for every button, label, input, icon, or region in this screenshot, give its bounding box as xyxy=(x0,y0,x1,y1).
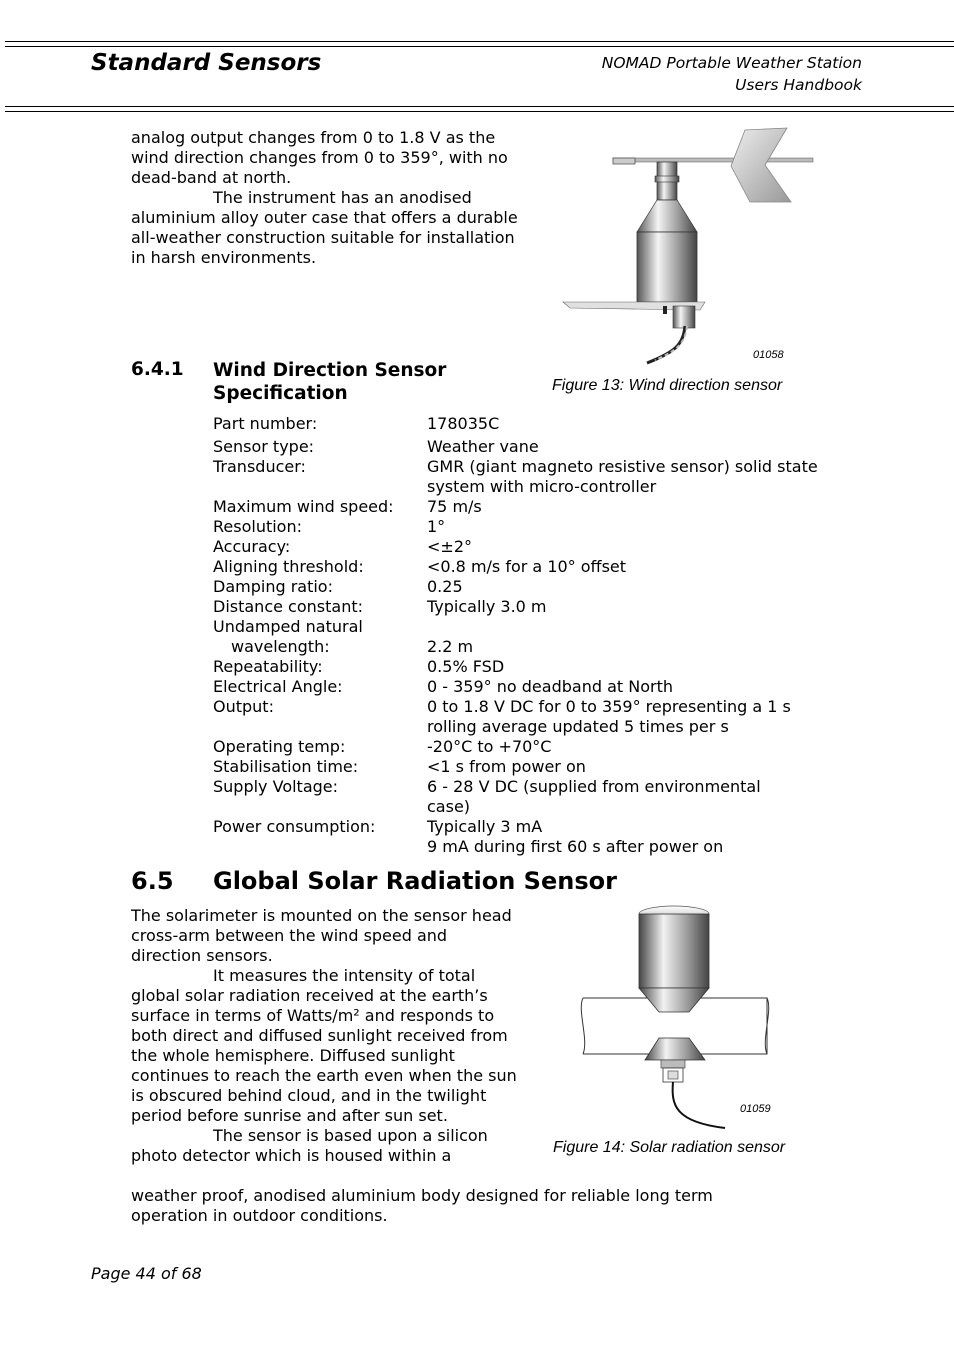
header-doc-title-line2: Users Handbook xyxy=(735,76,862,94)
spec-value: 0 - 359° no deadband at North xyxy=(427,677,673,696)
spec-value: GMR (giant magneto resistive sensor) solid state system with micro-controller xyxy=(427,457,818,496)
solar-text-continued xyxy=(131,1186,761,1226)
subsection-number: 6.4.1 xyxy=(131,359,184,380)
spec-value: 6 - 28 V DC (supplied from environmental case) xyxy=(427,777,761,816)
spec-label: wavelength: xyxy=(231,637,330,656)
spec-value: Typically 3.0 m xyxy=(427,597,547,616)
spec-row xyxy=(213,637,827,657)
spec-label: Stabilisation time: xyxy=(213,757,359,776)
spec-row xyxy=(213,437,827,457)
page-number: Page 44 of 68 xyxy=(91,1264,202,1283)
spec-label: Undamped natural xyxy=(213,617,363,636)
intro-text xyxy=(131,128,521,268)
spec-label: Power consumption: xyxy=(213,817,376,836)
figure13-code: 01058 xyxy=(753,349,784,361)
spec-label: Aligning threshold: xyxy=(213,557,364,576)
header-doc-title-line1: NOMAD Portable Weather Station xyxy=(601,54,862,72)
figure13-caption: Figure 13: Wind direction sensor xyxy=(552,377,783,394)
spec-value: Weather vane xyxy=(427,437,539,456)
spec-row xyxy=(213,457,827,497)
header-rule-bottom-2 xyxy=(5,111,954,112)
spec-label: Damping ratio: xyxy=(213,577,333,596)
spec-row xyxy=(213,817,827,837)
spec-label xyxy=(213,837,427,857)
spec-value: 178035C xyxy=(427,414,500,433)
spec-row xyxy=(213,537,827,557)
spec-value: <1 s from power on xyxy=(427,757,586,776)
intro-paragraph-2: The instrument has an anodised aluminium alloy outer case that offers a durable all-weather construction suitable for installation in harsh environments. xyxy=(131,188,518,267)
spec-label: Part number: xyxy=(213,414,318,433)
spec-row xyxy=(213,657,827,677)
spec-value: 1° xyxy=(427,517,446,536)
spec-value: 0.5% FSD xyxy=(427,657,505,676)
subsection-title: Wind Direction Sensor Specification xyxy=(213,360,447,404)
spec-label: Resolution: xyxy=(213,517,302,536)
spec-row xyxy=(213,677,827,697)
spec-row xyxy=(213,617,827,637)
wind-direction-sensor-figure xyxy=(555,120,815,375)
solar-paragraph-1: The solarimeter is mounted on the sensor head cross-arm between the wind speed and direction sensors. xyxy=(131,906,512,965)
solar-paragraph-3b: weather proof, anodised aluminium body designed for reliable long term operation in outdoor conditions. xyxy=(131,1186,713,1225)
solar-paragraph-3a: The sensor is based upon a silicon photo detector which is housed within a xyxy=(131,1126,488,1165)
spec-row xyxy=(213,737,827,757)
header-rule-top xyxy=(5,41,954,42)
solar-radiation-sensor-figure xyxy=(575,900,780,1135)
spec-label: Transducer: xyxy=(213,457,306,476)
spec-value: Typically 3 mA xyxy=(427,817,543,836)
solar-text xyxy=(131,906,521,1166)
header-rule-bottom xyxy=(5,106,954,107)
spec-label: Supply Voltage: xyxy=(213,777,339,796)
solar-paragraph-2: It measures the intensity of total global solar radiation received at the earth’s surface in terms of Watts/m² and responds to both direct and diffused sunlight received from the whole hemisphere. Diffused sunlight continues to reach the earth even when the sun is obscured behind cloud, and in the twilight period before sunrise and after sun set. xyxy=(131,966,517,1125)
spec-value: -20°C to +70°C xyxy=(427,737,552,756)
spec-row xyxy=(213,577,827,597)
spec-label: Output: xyxy=(213,697,274,716)
spec-label: Accuracy: xyxy=(213,537,291,556)
spec-row xyxy=(213,497,827,517)
header-rule-top-2 xyxy=(5,46,954,47)
figure14-code: 01059 xyxy=(740,1103,771,1115)
spec-value: <±2° xyxy=(427,537,472,556)
spec-value: 0.25 xyxy=(427,577,463,596)
intro-paragraph-1: analog output changes from 0 to 1.8 V as the wind direction changes from 0 to 359°, with no dead-band at north. xyxy=(131,128,508,187)
spec-row xyxy=(213,757,827,777)
figure14-caption: Figure 14: Solar radiation sensor xyxy=(553,1139,786,1156)
header-doc-title xyxy=(602,52,862,96)
spec-label: Repeatability: xyxy=(213,657,323,676)
section-number: 6.5 xyxy=(131,867,174,895)
spec-label: Distance constant: xyxy=(213,597,363,616)
spec-label: Maximum wind speed: xyxy=(213,497,394,516)
spec-table xyxy=(213,414,827,857)
spec-row xyxy=(213,517,827,537)
spec-value: 0 to 1.8 V DC for 0 to 359° representing a 1 s rolling average updated 5 times per s xyxy=(427,697,791,736)
spec-label: Electrical Angle: xyxy=(213,677,343,696)
spec-row xyxy=(213,837,827,857)
spec-row xyxy=(213,597,827,617)
section-title: Global Solar Radiation Sensor xyxy=(213,867,617,895)
spec-row xyxy=(213,777,827,817)
spec-label: Operating temp: xyxy=(213,737,346,756)
spec-value: 75 m/s xyxy=(427,497,482,516)
header-section-title: Standard Sensors xyxy=(91,50,322,76)
spec-value xyxy=(427,617,827,637)
spec-row xyxy=(213,557,827,577)
spec-value: 2.2 m xyxy=(427,637,474,656)
spec-value: <0.8 m/s for a 10° offset xyxy=(427,557,627,576)
spec-label: Sensor type: xyxy=(213,437,315,456)
spec-value: 9 mA during first 60 s after power on xyxy=(427,837,724,856)
spec-row xyxy=(213,414,827,434)
spec-row xyxy=(213,697,827,737)
